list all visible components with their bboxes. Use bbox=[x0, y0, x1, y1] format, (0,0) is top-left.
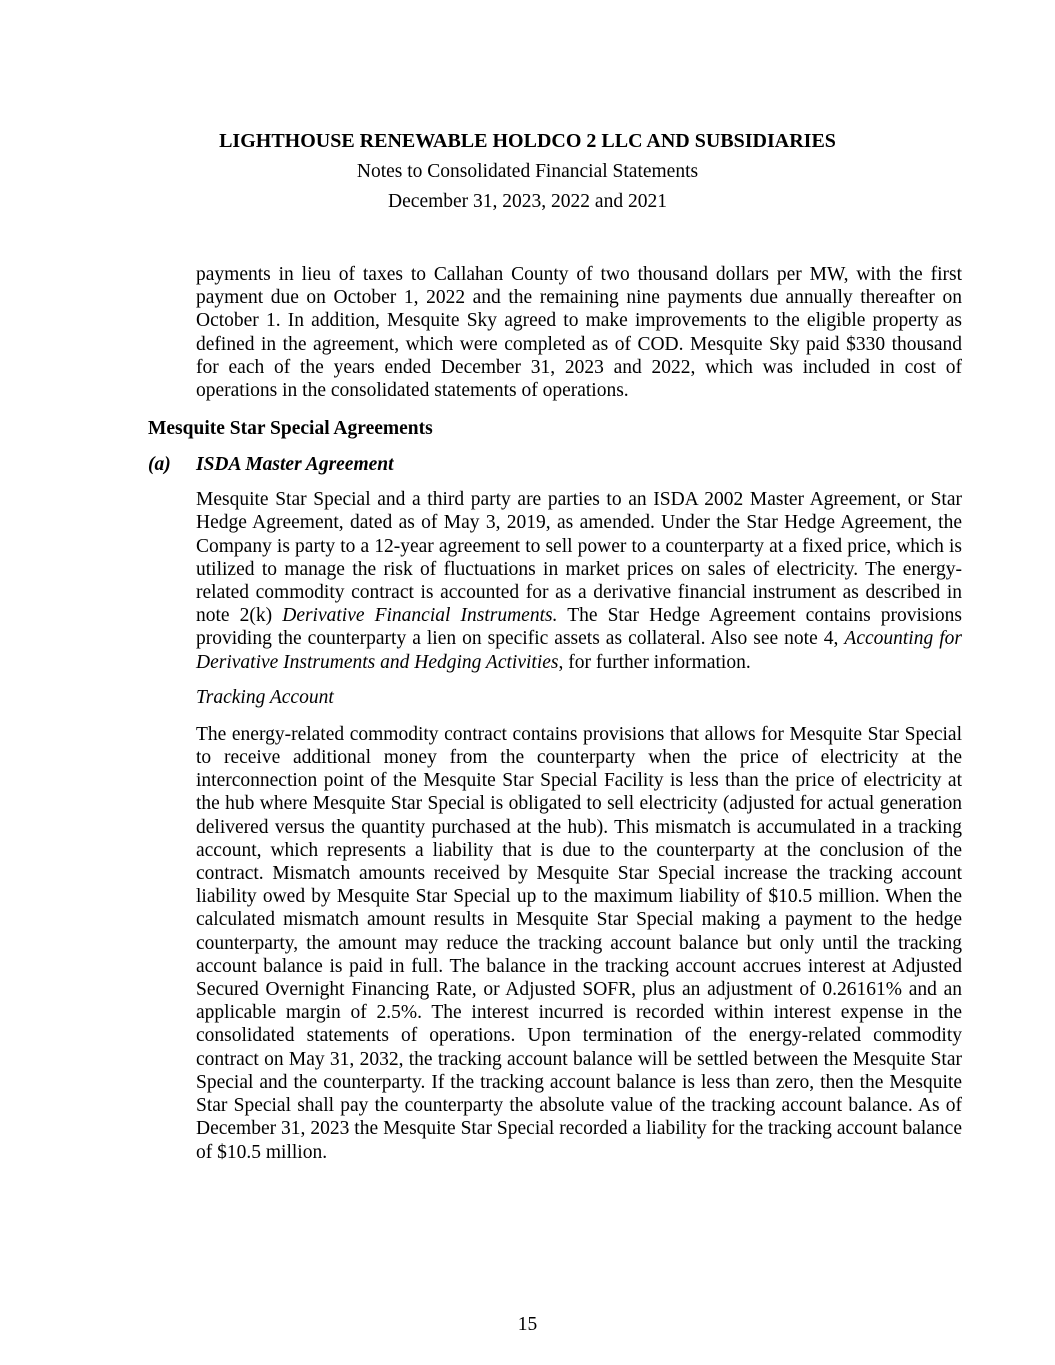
isda-paragraph bbox=[196, 488, 962, 674]
document-title: LIGHTHOUSE RENEWABLE HOLDCO 2 LLC AND SUBSIDIARIES bbox=[219, 130, 836, 152]
italic-reference-text: Accounting for Derivative Instruments and Hedging Activities bbox=[196, 628, 962, 673]
tracking-account-paragraph: The energy-related commodity contract contains provisions that allows for Mesquite Star Special to receive additional money from the counterparty when the price of electricity at the interconnection point of the Mesquite Star Special Facility is less than the price of electricity at the hub where Mesquite Star Special is obligated to sell electricity (adjusted for actual generation delivered versus the quantity purchased at the hub). This mismatch is accumulated in a tracking account, which represents a liability that is due to the counterparty at the conclusion of the contract. Mismatch amounts received by Mesquite Star Special increase the tracking account liability owed by Mesquite Star Special up to the maximum liability of $10.5 million. When the calculated mismatch amount results in Mesquite Star Special making a payment to the hedge counterparty, the amount may reduce the tracking account balance but only until the tracking account balance is paid in full. The balance in the tracking account accrues interest at Adjusted Secured Overnight Financing Rate, or Adjusted SOFR, plus an adjustment of 0.26161% and an applicable margin of 2.5%. The interest incurred is recorded within interest expense in the consolidated statements of operations. Upon termination of the energy-related commodity contract on May 31, 2032, the tracking account balance will be settled between the Mesquite Star Special and the counterparty. If the tracking account balance is less than zero, then the Mesquite Star Special shall pay the counterparty the absolute value of the tracking account balance. As of December 31, 2023 the Mesquite Star Special recorded a liability for the tracking account balance of $10.5 million. bbox=[196, 723, 962, 1163]
section-heading-mesquite-star-special-agreements: Mesquite Star Special Agreements bbox=[148, 418, 433, 440]
page-number: 15 bbox=[517, 1314, 538, 1335]
subsection-title: ISDA Master Agreement bbox=[196, 454, 394, 476]
text-segment: , for further information. bbox=[558, 651, 751, 673]
document-date-line: December 31, 2023, 2022 and 2021 bbox=[388, 191, 667, 212]
text-segment: Mesquite Star Special and a third party are parties to an ISDA 2002 Master Agreement, or Star Hedge Agreement, dated as of May 3, 2019, as amended. Under the Star Hedge Agreement, the Company is party to a 12-year agreement to sell power to a counterparty at a fixed price, which is utilized to manage the risk of fluctuations in market prices on sales of electricity. The energy-related commodity contract is accounted for as a derivative financial instrument as described in note 2(k) bbox=[196, 489, 962, 627]
document-subtitle: Notes to Consolidated Financial Statements bbox=[356, 161, 699, 182]
text-segment: The Star Hedge Agreement contains provisions providing the counterparty a lien on specific assets as collateral. Also see note 4, bbox=[196, 605, 963, 650]
page-footer bbox=[0, 1313, 1055, 1336]
subsection-marker: (a) bbox=[148, 454, 171, 476]
document-body bbox=[148, 263, 962, 1164]
subsection-heading-isda-master-agreement bbox=[148, 453, 962, 476]
tracking-account-heading: Tracking Account bbox=[196, 686, 334, 708]
document-header bbox=[0, 0, 1055, 213]
italic-reference-text: Derivative Financial Instruments. bbox=[282, 605, 558, 627]
intro-paragraph: payments in lieu of taxes to Callahan County of two thousand dollars per MW, with the first payment due on October 1, 2022 and the remaining nine payments due annually thereafter on October 1. In addition, Mesquite Sky agreed to make improvements to the eligible property as defined in the agreement, which were completed as of COD. Mesquite Sky paid $330 thousand for each of the years ended December 31, 2023 and 2022, which was included in cost of operations in the consolidated statements of operations. bbox=[196, 264, 962, 402]
